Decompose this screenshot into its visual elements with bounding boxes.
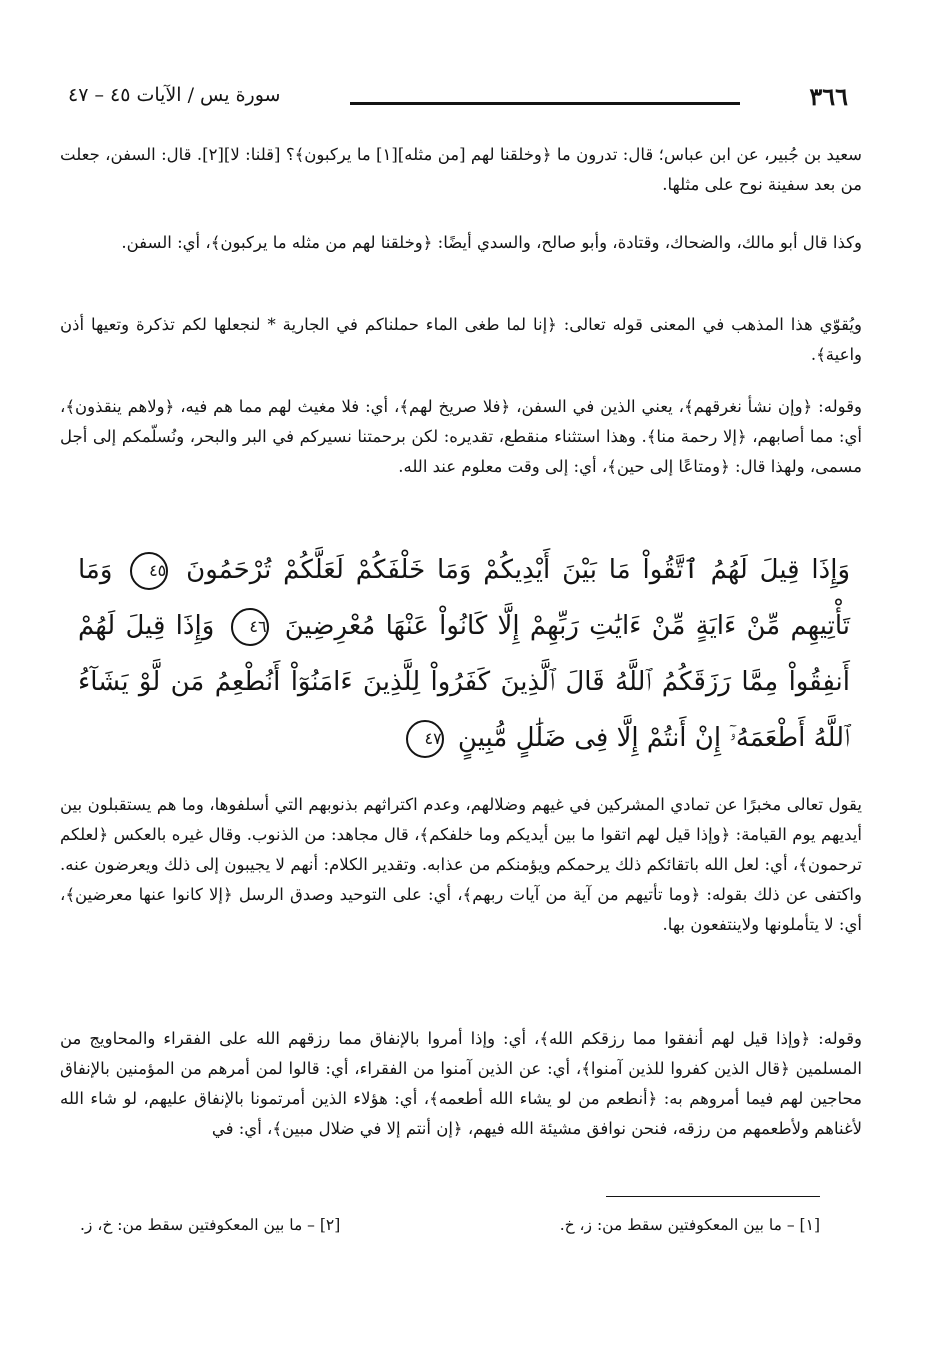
paragraph: يقول تعالى مخبرًا عن تمادي المشركين في غيهم وضلالهم، وعدم اكتراثهم بذنوبهم التي أسلفوها، وما هم يستقبلون بين أيديهم يوم القيامة: ﴿وإذا قيل لهم اتقوا ما بين أيديكم وما خلفكم﴾، قال مجاهد: من الذنوب. وقال غيره بالعكس ﴿لعلكم ترحمون﴾، أي: لعل الله باتقائكم ذلك يرحمكم ويؤمنكم من عذابه. وتقدير الكلام: أنهم لا يجيبون إلى ذلك ويعرضون عنه. واكتفى عن ذلك بقوله: ﴿وما تأتيهم من آية من آيات ربهم﴾، أي: على التوحيد وصدق الرسل ﴿إلا كانوا عنها معرضين﴾، أي: لا يتأملونها ولاينتفعون بها. [60, 795, 862, 934]
surah-title: سورة يس / الآيات ٤٥ – ٤٧ [68, 84, 281, 106]
paragraph: وكذا قال أبو مالك، والضحاك، وقتادة، وأبو صالح، والسدي أيضًا: ﴿وخلقنا لهم من مثله ما يركبون﴾، أي: السفن. [121, 233, 862, 252]
footnote-2: [٢] – ما بين المعكوفتين سقط من: خ، ز. [80, 1216, 341, 1234]
footnote-rule [606, 1196, 820, 1197]
page-number: ٣٦٦ [809, 82, 848, 111]
page-header [60, 82, 868, 122]
header-rule [350, 102, 740, 105]
paragraph: وقوله: ﴿وإن نشأ نغرقهم﴾، يعني الذين في السفن، ﴿فلا صريخ لهم﴾، أي: فلا مغيث لهم مما هم فيه، ﴿ولاهم ينقذون﴾، أي: مما أصابهم، ﴿إلا رحمة منا﴾. وهذا استثناء منقطع، تقديره: لكن برحمتنا نسيركم في البر والبحر، ونُسلّمكم إلى أجل مسمى، ولهذا قال: ﴿ومتاعًا إلى حين﴾، أي: إلى وقت معلوم عند الله. [60, 397, 862, 476]
verse-47: وَإِذَا قِيلَ لَهُمْ أَنفِقُواْ مِمَّا رَزَقَكُمُ ٱللَّهُ قَالَ ٱلَّذِينَ كَفَرُواْ لِلَّذِينَ ءَامَنُوٓاْ أَنُطْعِمُ مَن لَّوْ يَشَآءُ ٱللَّهُ أَطْعَمَهُۥٓ إِنْ أَنتُمْ إِلَّا فِى ضَلَٰلٍ مُّبِينٍ [78, 611, 850, 753]
verse-number-46: ٤٦ [231, 608, 269, 646]
paragraph: ويُقوّي هذا المذهب في المعنى قوله تعالى: ﴿إنا لما طغى الماء حملناكم في الجارية * لنجعلها لكم تذكرة وتعيها أذن واعية﴾. [60, 315, 862, 364]
verse-number-45: ٤٥ [130, 552, 168, 590]
footnote-1: [١] – ما بين المعكوفتين سقط من: ز، خ. [559, 1216, 820, 1234]
verse-number-47: ٤٧ [406, 720, 444, 758]
paragraph: سعيد بن جُبير، عن ابن عباس؛ قال: تدرون ما ﴿وخلقنا لهم [من مثله][١] ما يركبون﴾؟ [قلنا: لا][٢]. قال: السفن، جعلت من بعد سفينة نوح على مثلها. [60, 145, 862, 194]
verse-45: وَإِذَا قِيلَ لَهُمُ ٱتَّقُواْ مَا بَيْنَ أَيْدِيكُمْ وَمَا خَلْفَكُمْ لَعَلَّكُمْ تُرْحَمُونَ [186, 555, 851, 585]
quran-verses [78, 542, 850, 766]
verse-46: وَمَا تَأْتِيهِم مِّنْ ءَايَةٍ مِّنْ ءَايَٰتِ رَبِّهِمْ إِلَّا كَانُواْ عَنْهَا مُعْرِضِينَ [78, 555, 851, 641]
paragraph: وقوله: ﴿وإذا قيل لهم أنفقوا مما رزقكم الله﴾، أي: وإذا أمروا بالإنفاق مما رزقهم الله على الفقراء والمحاويج من المسلمين ﴿قال الذين كفروا للذين آمنوا﴾، أي: عن الذين آمنوا من الفقراء، أي: قالوا لمن أمرهم من المؤمنين بالإنفاق محاجين لهم فيما أمروهم به: ﴿أنطعم من لو يشاء الله أطعمه﴾، أي: هؤلاء الذين أمرتمونا بالإنفاق عليهم، لو شاء الله لأغناهم ولأطعمهم من رزقه، فنحن نوافق مشيئة الله فيهم، ﴿إن أنتم إلا في ضلال مبين﴾، أي: في [60, 1029, 862, 1138]
